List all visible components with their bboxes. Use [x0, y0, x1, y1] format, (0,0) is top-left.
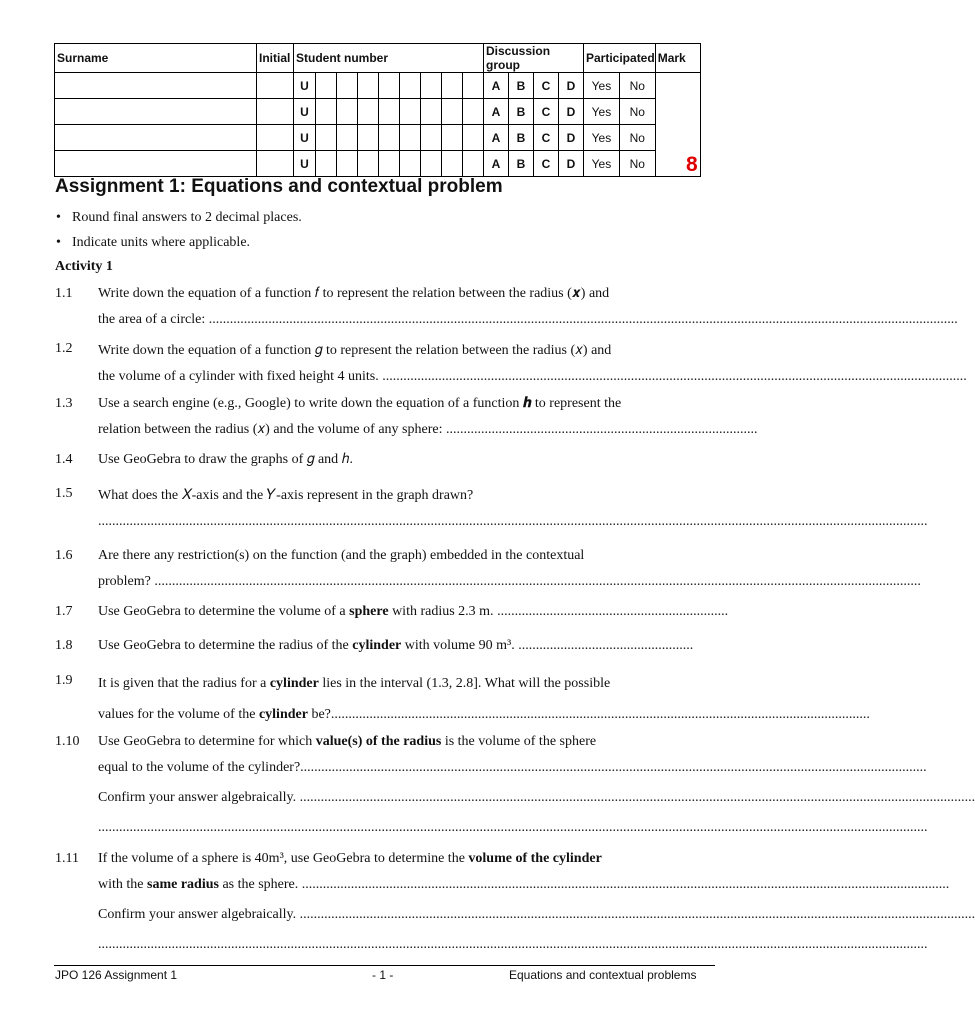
question-text: the area of a circle: — [98, 312, 209, 327]
group-d[interactable]: D — [559, 125, 584, 151]
digit-cell[interactable] — [358, 151, 379, 177]
group-c[interactable]: C — [534, 73, 559, 99]
col-mark: Mark — [655, 44, 700, 73]
group-a[interactable]: A — [484, 73, 509, 99]
participated-yes[interactable]: Yes — [584, 99, 620, 125]
question-emphasis: value(s) of the radius — [315, 734, 442, 749]
question-number: 1.7 — [55, 604, 73, 619]
participated-yes[interactable]: Yes — [584, 125, 620, 151]
question-text: Write down the equation of a function 𝑔 to represent the relation between the radius (𝑥) and — [98, 343, 612, 358]
footer-left: JPO 126 Assignment 1 — [55, 968, 178, 982]
digit-cell[interactable] — [379, 73, 400, 99]
col-initial: Initial — [257, 44, 294, 73]
question-text — [98, 668, 712, 699]
table-row — [55, 151, 701, 177]
participated-no[interactable]: No — [619, 99, 655, 125]
surname-cell[interactable] — [55, 151, 257, 177]
participated-no[interactable]: No — [619, 151, 655, 177]
group-c[interactable]: C — [534, 99, 559, 125]
question-number: 1.3 — [55, 396, 73, 411]
group-a[interactable]: A — [484, 125, 509, 151]
student-prefix: U — [294, 151, 316, 177]
answer-line[interactable]: ............................................................................................................................................................................................................................................. — [98, 937, 928, 952]
answer-line[interactable]: Confirm your answer algebraically. ................................................................................................................................................................................................. — [98, 907, 975, 922]
mark-cell — [655, 73, 700, 177]
answer-line[interactable]: Confirm your answer algebraically. ................................................................................................................................................................................................. — [98, 790, 975, 805]
digit-cell[interactable] — [400, 151, 421, 177]
initial-cell[interactable] — [257, 73, 294, 99]
digit-cell[interactable] — [442, 151, 463, 177]
question-text: as the sphere. — [218, 877, 302, 892]
question-text: Use GeoGebra to draw the graphs of 𝑔 and ℎ. — [98, 452, 353, 467]
digit-cell[interactable] — [421, 73, 442, 99]
group-a[interactable]: A — [484, 151, 509, 177]
question-text: the volume of a cylinder with fixed height 4 units. . — [98, 369, 386, 384]
bullet-text: Indicate units where applicable. — [72, 235, 251, 250]
question-number: 1.11 — [55, 851, 79, 866]
group-b[interactable]: B — [509, 73, 534, 99]
question-text — [98, 846, 712, 872]
digit-cell[interactable] — [337, 73, 358, 99]
answer-line[interactable]: Use GeoGebra to determine the radius of the cylinder with volume 90 m³. .................................................. — [98, 638, 694, 653]
question-text: Use GeoGebra to determine for which — [98, 734, 316, 749]
answer-line[interactable]: with the same radius as the sphere. ......................................................................................................................................................................................... — [98, 877, 950, 892]
group-a[interactable]: A — [484, 99, 509, 125]
question-number: 1.8 — [55, 638, 73, 653]
answer-line[interactable]: problem? ........................................................................................................................................................................................................................... — [98, 574, 921, 589]
question-emphasis: cylinder — [258, 707, 308, 722]
digit-cell[interactable] — [421, 99, 442, 125]
question-text: problem? — [98, 574, 155, 589]
question-text: relation between the radius (𝑥) and the volume of any sphere: — [98, 422, 446, 437]
question-text: values for the volume of the — [98, 707, 259, 722]
digit-cell[interactable] — [442, 73, 463, 99]
digit-cell[interactable] — [316, 151, 337, 177]
participated-yes[interactable]: Yes — [584, 73, 620, 99]
col-student-number: Student number — [294, 44, 484, 73]
col-surname: Surname — [55, 44, 257, 73]
answer-line[interactable]: equal to the volume of the cylinder?................................................................................................................................................................................... — [98, 760, 927, 775]
question-text: Confirm your answer algebraically. — [98, 790, 300, 805]
question-text: is the volume of the sphere — [441, 734, 597, 749]
digit-cell[interactable] — [337, 151, 358, 177]
surname-cell[interactable] — [55, 73, 257, 99]
question-text: with the — [98, 877, 147, 892]
question-text: It is given that the radius for a — [98, 676, 270, 691]
bullet-icon: • — [56, 210, 61, 225]
digit-cell[interactable] — [337, 125, 358, 151]
digit-cell[interactable] — [400, 125, 421, 151]
footer-page-number: - 1 - — [372, 968, 394, 982]
student-prefix: U — [294, 73, 316, 99]
digit-cell[interactable] — [358, 73, 379, 99]
digit-cell[interactable] — [421, 151, 442, 177]
question-text: If the volume of a sphere is 40m³, use GeoGebra to determine the — [98, 851, 469, 866]
participated-no[interactable]: No — [619, 73, 655, 99]
initial-cell[interactable] — [257, 125, 294, 151]
question-number: 1.2 — [55, 341, 73, 356]
table-row — [55, 73, 701, 99]
question-text: with volume 90 m³. — [401, 638, 519, 653]
digit-cell[interactable] — [358, 125, 379, 151]
digit-cell[interactable] — [316, 125, 337, 151]
participated-yes[interactable]: Yes — [584, 151, 620, 177]
digit-cell[interactable] — [379, 99, 400, 125]
table-row — [55, 125, 701, 151]
answer-line[interactable]: relation between the radius (𝑥) and the volume of any sphere: ......................................................................................... — [98, 422, 758, 437]
page-title: Assignment 1: Equations and contextual problem — [55, 176, 503, 197]
footer-divider — [54, 965, 715, 966]
list-item — [56, 210, 302, 226]
digit-cell[interactable] — [421, 125, 442, 151]
question-text: with radius 2.3 m. — [388, 604, 498, 619]
digit-cell[interactable] — [463, 125, 484, 151]
question-emphasis: same radius — [147, 877, 219, 892]
question-emphasis: cylinder — [269, 676, 319, 691]
question-text: lies in the interval (1.3, 2.8]. What will the possible — [318, 676, 611, 691]
question-number: 1.5 — [55, 486, 73, 501]
digit-cell[interactable] — [442, 99, 463, 125]
answer-line[interactable]: ............................................................................................................................................................................................................................................. — [98, 514, 928, 529]
question-emphasis: volume of the cylinder — [468, 851, 602, 866]
answer-line[interactable]: the area of a circle: ...................................................................................................................................................................................................................... — [98, 312, 958, 327]
answer-line[interactable]: values for the volume of the cylinder be?.......................................................................................................................................................... — [98, 707, 870, 722]
digit-cell[interactable] — [442, 125, 463, 151]
digit-cell[interactable] — [316, 73, 337, 99]
question-text — [98, 729, 712, 755]
bullet-icon: • — [56, 235, 61, 250]
group-b[interactable]: B — [509, 99, 534, 125]
question-number: 1.4 — [55, 452, 73, 467]
answer-line[interactable]: ............................................................................................................................................................................................................................................. — [98, 820, 928, 835]
group-c[interactable]: C — [534, 125, 559, 151]
group-b[interactable]: B — [509, 151, 534, 177]
question-emphasis: sphere — [349, 604, 389, 619]
footer-right: Equations and contextual problems — [509, 968, 697, 982]
group-d[interactable]: D — [559, 73, 584, 99]
question-number: 1.9 — [55, 673, 73, 688]
student-prefix: U — [294, 99, 316, 125]
digit-cell[interactable] — [337, 99, 358, 125]
answer-line[interactable]: Use GeoGebra to determine the volume of a sphere with radius 2.3 m. .................................................................. — [98, 604, 729, 619]
question-text: Use GeoGebra to determine the radius of the — [98, 638, 353, 653]
digit-cell[interactable] — [463, 99, 484, 125]
bullet-text: Round final answers to 2 decimal places. — [72, 210, 302, 225]
question-text: Use a search engine (e.g., Google) to write down the equation of a function 𝒉 to represent the — [98, 396, 622, 411]
question-text: Are there any restriction(s) on the function (and the graph) embedded in the contextual — [98, 548, 585, 563]
col-participated: Participated — [584, 44, 656, 73]
question-text: What does the 𝑋-axis and the 𝑌-axis represent in the graph drawn? — [98, 488, 474, 503]
digit-cell[interactable] — [400, 73, 421, 99]
question-number: 1.10 — [55, 734, 80, 749]
digit-cell[interactable] — [379, 125, 400, 151]
list-item — [56, 235, 250, 251]
group-b[interactable]: B — [509, 125, 534, 151]
col-discussion-group: Discussion group — [484, 44, 584, 73]
question-text: Confirm your answer algebraically. — [98, 907, 300, 922]
question-text: be? — [307, 707, 331, 722]
group-c[interactable]: C — [534, 151, 559, 177]
question-number: 1.6 — [55, 548, 73, 563]
student-prefix: U — [294, 125, 316, 151]
digit-cell[interactable] — [463, 151, 484, 177]
student-info-table — [54, 43, 701, 177]
surname-cell[interactable] — [55, 125, 257, 151]
participated-no[interactable]: No — [619, 125, 655, 151]
surname-cell[interactable] — [55, 99, 257, 125]
digit-cell[interactable] — [358, 99, 379, 125]
group-d[interactable]: D — [559, 151, 584, 177]
digit-cell[interactable] — [379, 151, 400, 177]
group-d[interactable]: D — [559, 99, 584, 125]
question-emphasis: cylinder — [352, 638, 402, 653]
initial-cell[interactable] — [257, 151, 294, 177]
activity-heading: Activity 1 — [55, 259, 113, 274]
initial-cell[interactable] — [257, 99, 294, 125]
digit-cell[interactable] — [400, 99, 421, 125]
digit-cell[interactable] — [316, 99, 337, 125]
question-number: 1.1 — [55, 286, 73, 301]
question-text: Write down the equation of a function 𝑓 to represent the relation between the radius (𝒙) and — [98, 286, 610, 301]
digit-cell[interactable] — [463, 73, 484, 99]
answer-line[interactable]: the volume of a cylinder with fixed height 4 units. ....................................................................................................................................................................... — [98, 369, 967, 384]
question-text: equal to the volume of the cylinder? — [98, 760, 301, 775]
question-text: Use GeoGebra to determine the volume of a — [98, 604, 350, 619]
table-row — [55, 99, 701, 125]
mark-value: 8 — [686, 153, 698, 176]
